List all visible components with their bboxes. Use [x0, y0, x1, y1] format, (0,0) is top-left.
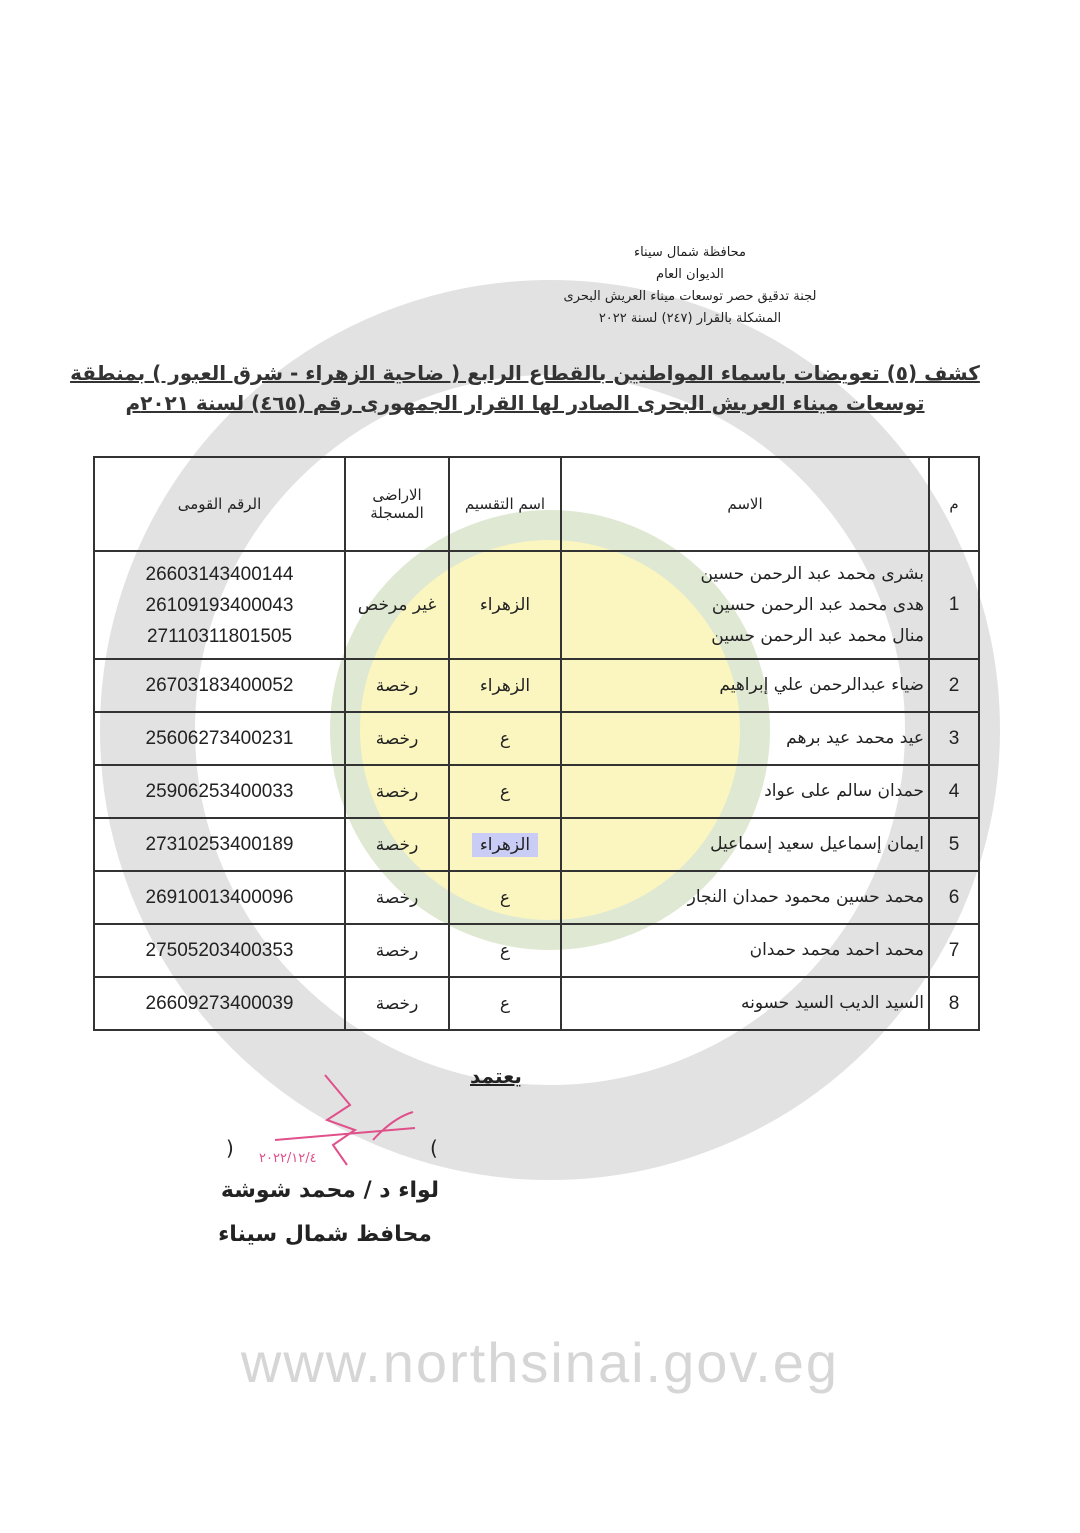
- row-number: 1: [929, 551, 979, 659]
- row-division: [449, 818, 561, 871]
- signatory-role: محافظ شمال سيناء: [218, 1222, 432, 1247]
- row-number: 6: [929, 871, 979, 924]
- document-title-line2: توسعات ميناء العريش البحرى الصادر لها القرار الجمهورى رقم (٤٦٥) لسنة ٢٠٢١م: [125, 391, 925, 415]
- row-land: رخصة: [345, 765, 449, 818]
- national-id: 25906253400033: [94, 765, 345, 818]
- table-row: [94, 765, 979, 818]
- row-number: 8: [929, 977, 979, 1030]
- national-id: 25606273400231: [94, 712, 345, 765]
- national-id: 27310253400189: [94, 818, 345, 871]
- row-division: ع: [449, 924, 561, 977]
- national-id: 27505203400353: [94, 924, 345, 977]
- paren-close: ): [430, 1136, 438, 1160]
- letterhead-line: الديوان العام: [656, 267, 724, 282]
- compensation-table: [93, 456, 980, 1031]
- row-number: 3: [929, 712, 979, 765]
- national-id: 27110311801505: [146, 625, 293, 647]
- person-name: ايمان إسماعيل سعيد إسماعيل: [561, 818, 929, 871]
- row-number: 5: [929, 818, 979, 871]
- row-division: ع: [449, 712, 561, 765]
- row-land: رخصة: [345, 977, 449, 1030]
- row-land: رخصة: [345, 712, 449, 765]
- person-name: السيد الديب السيد حسونه: [561, 977, 929, 1030]
- watermark-text: www.northsinai.gov.eg: [240, 1331, 840, 1394]
- table-row: [94, 977, 979, 1030]
- paren-open: (: [226, 1136, 234, 1160]
- letterhead: [520, 242, 860, 330]
- col-m: م: [929, 457, 979, 551]
- table-row: [94, 871, 979, 924]
- person-name: حمدان سالم على عواد: [561, 765, 929, 818]
- row-number: 4: [929, 765, 979, 818]
- approval-label: يعتمد: [470, 1064, 522, 1088]
- document-title: [60, 358, 990, 418]
- col-division: اسم التقسيم: [449, 457, 561, 551]
- person-name: محمد احمد محمد حمدان: [561, 924, 929, 977]
- person-name: بشرى محمد عبد الرحمن حسين: [700, 563, 924, 584]
- handwritten-signature: [255, 1070, 425, 1170]
- table-row: [94, 818, 979, 871]
- person-name: هدى محمد عبد الرحمن حسين: [711, 594, 924, 615]
- col-national-id: الرقم القومى: [94, 457, 345, 551]
- row-land: رخصة: [345, 659, 449, 712]
- row-land: رخصة: [345, 818, 449, 871]
- row-number: 7: [929, 924, 979, 977]
- row-land: رخصة: [345, 924, 449, 977]
- national-id: 26910013400096: [94, 871, 345, 924]
- row-land: رخصة: [345, 871, 449, 924]
- document-title-line1: كشف (٥) تعويضات باسماء المواطنين بالقطاع الرابع ( ضاحية الزهراء - شرق العبور ) بمنطقة: [70, 361, 980, 385]
- row-division: ع: [449, 871, 561, 924]
- national-id: 26703183400052: [94, 659, 345, 712]
- signatory-name: لواء د / محمد شوشة: [220, 1178, 440, 1203]
- col-land: الاراضى المسجلة: [345, 457, 449, 551]
- table-row: [94, 659, 979, 712]
- row-division: الزهراء: [449, 659, 561, 712]
- col-name: الاسم: [561, 457, 929, 551]
- letterhead-line: محافظة شمال سيناء: [633, 245, 747, 260]
- row-division: ع: [449, 977, 561, 1030]
- row-number: 2: [929, 659, 979, 712]
- person-name: ضياء عبدالرحمن علي إبراهيم: [561, 659, 929, 712]
- national-id: 26603143400144: [145, 563, 294, 585]
- table-row: [94, 924, 979, 977]
- row-land: غير مرخص: [345, 551, 449, 659]
- table-header-row: [94, 457, 979, 551]
- signature-date: ٢٠٢٢/١٢/٤: [259, 1151, 317, 1166]
- table-row: [94, 551, 979, 659]
- row-ids: [94, 551, 345, 659]
- division-highlight: الزهراء: [472, 833, 538, 857]
- person-name: منال محمد عبد الرحمن حسين: [711, 625, 924, 646]
- national-id: 26609273400039: [94, 977, 345, 1030]
- row-division: ع: [449, 765, 561, 818]
- row-names: [561, 551, 929, 659]
- person-name: محمد حسين محمود حمدان النجار: [561, 871, 929, 924]
- national-id: 26109193400043: [145, 594, 294, 616]
- row-division: الزهراء: [449, 551, 561, 659]
- letterhead-line: لجنة تدقيق حصر توسعات ميناء العريش البحرى: [563, 289, 817, 304]
- letterhead-line: المشكلة بالقرار (٢٤٧) لسنة ٢٠٢٢: [598, 311, 782, 326]
- table-row: [94, 712, 979, 765]
- person-name: عيد محمد عيد برهم: [561, 712, 929, 765]
